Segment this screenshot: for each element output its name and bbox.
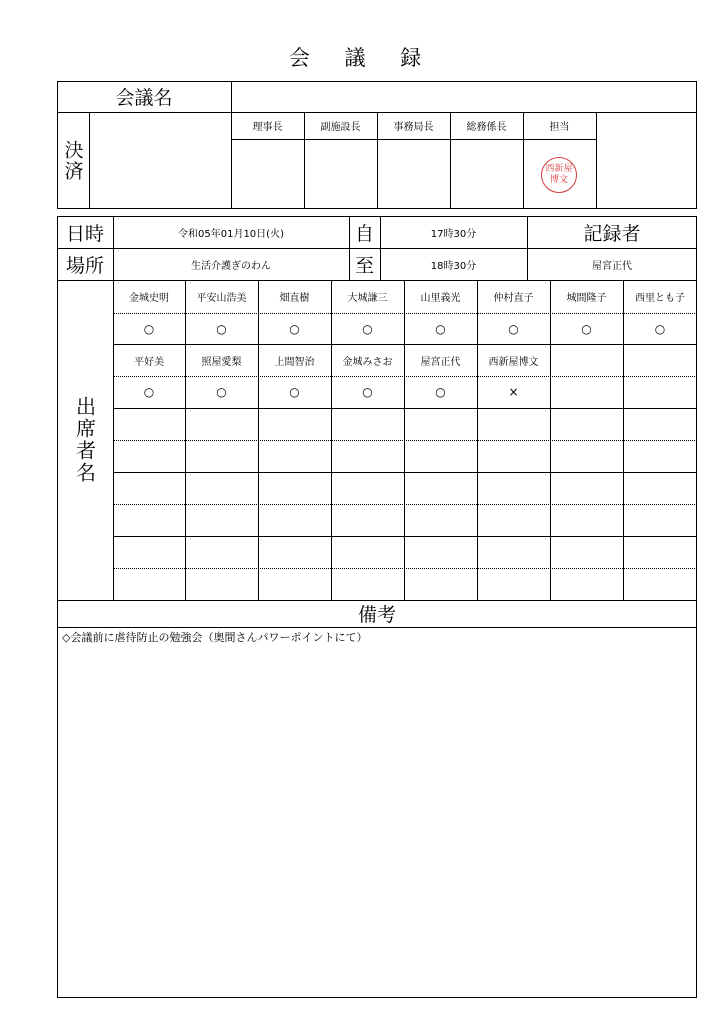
attendee-name: 平好美 xyxy=(134,356,164,368)
approval-blank-cell xyxy=(89,112,231,209)
role-general-affairs-chief: 総務係長 xyxy=(466,122,507,133)
attendance-mark[interactable]: ○ xyxy=(216,321,227,336)
attendee-name: 金城史明 xyxy=(129,293,169,304)
attendee-name: 仲村直子 xyxy=(493,293,534,304)
attendee-name: 屋宮正代 xyxy=(420,356,461,368)
attendee-name: 畑直樹 xyxy=(279,293,310,304)
seal-line-2: 博文 xyxy=(549,175,568,185)
attendance-mark[interactable]: ○ xyxy=(435,321,446,336)
attendance-mark[interactable]: ○ xyxy=(654,321,666,336)
approval-label: 決済 xyxy=(61,139,84,182)
meeting-name-label: 会議名 xyxy=(115,87,173,109)
place-value[interactable]: 生活介護ぎのわん xyxy=(191,260,271,272)
attendee-name: 西新屋博文 xyxy=(488,356,539,368)
role-vice-director: 副施設長 xyxy=(320,122,361,133)
attendance-mark[interactable]: ○ xyxy=(143,385,155,399)
remarks-text[interactable]: ◇会議前に虐待防止の勉強会（奥間さんパワーポイントにて） xyxy=(62,631,368,644)
attendee-name: 西里とも子 xyxy=(635,293,685,304)
attendance-mark[interactable]: ○ xyxy=(362,385,373,399)
from-time-value[interactable]: 17時30分 xyxy=(430,228,477,240)
attendance-mark[interactable]: × xyxy=(508,385,519,399)
attendee-name: 城間隆子 xyxy=(566,293,607,304)
role-secretary-general: 事務局長 xyxy=(393,122,434,133)
meeting-name-field[interactable] xyxy=(231,81,697,112)
attendance-mark[interactable]: ○ xyxy=(508,321,519,336)
attendees-label: 出席者名 xyxy=(72,396,97,484)
role-chairman: 理事長 xyxy=(252,122,283,133)
to-time-value[interactable]: 18時30分 xyxy=(430,260,477,272)
attendance-mark[interactable]: ○ xyxy=(216,385,227,399)
datetime-label: 日時 xyxy=(65,222,104,245)
attendee-name: 山里義光 xyxy=(420,293,461,304)
attendance-mark[interactable]: ○ xyxy=(362,321,373,336)
attendee-name: 上間智治 xyxy=(274,356,315,368)
recorder-value[interactable]: 屋宮正代 xyxy=(592,260,632,272)
attendance-mark[interactable]: ○ xyxy=(289,385,300,399)
remarks-label: 備考 xyxy=(357,604,396,626)
attendance-mark[interactable]: ○ xyxy=(289,321,300,336)
recorder-label: 記録者 xyxy=(583,222,641,245)
attendee-name: 照屋愛梨 xyxy=(201,356,242,368)
to-label: 至 xyxy=(354,254,374,277)
role-person-in-charge: 担当 xyxy=(549,122,570,133)
attendee-name: 平安山浩美 xyxy=(196,293,247,304)
document-title: 会 議 録 xyxy=(288,46,436,70)
attendance-mark[interactable]: ○ xyxy=(581,321,592,336)
attendee-name: 金城みさお xyxy=(342,356,393,368)
from-label: 自 xyxy=(354,222,374,245)
attendee-name: 大城謙三 xyxy=(347,293,388,304)
attendance-mark[interactable]: ○ xyxy=(435,385,446,399)
attendance-mark[interactable]: ○ xyxy=(143,321,155,336)
approval-seal xyxy=(541,157,577,193)
place-label: 場所 xyxy=(65,254,104,277)
seal-line-1: 西新屋 xyxy=(545,164,573,174)
datetime-value[interactable]: 令和05年01月10日(火) xyxy=(178,228,284,240)
